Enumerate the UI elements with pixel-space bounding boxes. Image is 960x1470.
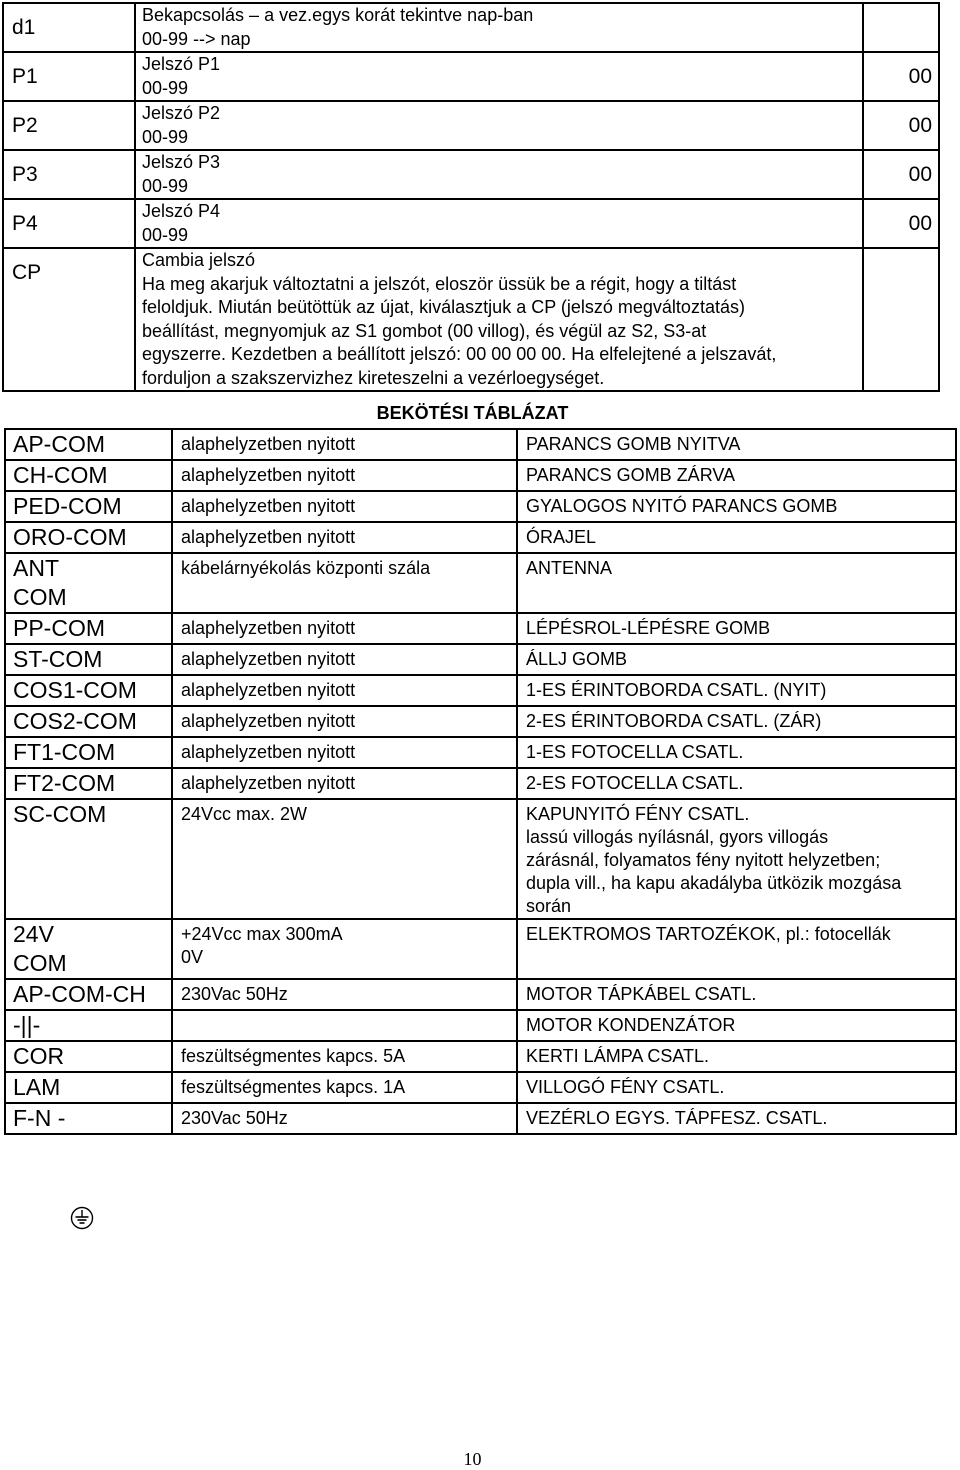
param-row bbox=[3, 248, 939, 391]
function-label: VILLOGÓ FÉNY CSATL. bbox=[526, 1077, 725, 1097]
contact-description-cell bbox=[172, 919, 517, 979]
contact-description-cell bbox=[172, 737, 517, 768]
param-code-cell bbox=[3, 150, 135, 199]
function-label: LÉPÉSROL-LÉPÉSRE GOMB bbox=[526, 618, 771, 638]
function-cell bbox=[517, 460, 956, 491]
param-description-line: 00-99 --> nap bbox=[142, 28, 251, 49]
param-code: P3 bbox=[12, 163, 38, 186]
wiring-row bbox=[5, 1041, 956, 1072]
terminal-label: ANT bbox=[13, 555, 59, 581]
contact-description: alaphelyzetben nyitott bbox=[181, 773, 356, 793]
terminal-cell bbox=[5, 553, 172, 613]
terminal-label: COS2-COM bbox=[13, 708, 137, 734]
function-cell bbox=[517, 644, 956, 675]
terminal-label: FT2-COM bbox=[13, 770, 116, 796]
param-description-cell bbox=[135, 101, 863, 150]
terminal-label: -||- bbox=[13, 1012, 41, 1038]
contact-description-cell bbox=[172, 979, 517, 1010]
param-description-cell bbox=[135, 3, 863, 52]
contact-description: feszültségmentes kapcs. 1A bbox=[181, 1077, 406, 1097]
terminal-label: LAM bbox=[13, 1074, 61, 1100]
param-value-cell bbox=[863, 52, 939, 101]
param-value-cell bbox=[863, 150, 939, 199]
contact-description-cell bbox=[172, 1072, 517, 1103]
param-code-cell bbox=[3, 101, 135, 150]
ground-icon bbox=[70, 1206, 94, 1230]
terminal-cell bbox=[5, 675, 172, 706]
param-description-line: 00-99 bbox=[142, 126, 189, 147]
param-default-value: 00 bbox=[908, 65, 932, 88]
terminal-cell bbox=[5, 1072, 172, 1103]
terminal-cell bbox=[5, 768, 172, 799]
param-code-cell bbox=[3, 248, 135, 391]
contact-description-cell bbox=[172, 644, 517, 675]
param-description-line: egyszerre. Kezdetben a beállított jelszó: 00 00 00 00. Ha elfelejtené a jelszavát, bbox=[142, 344, 777, 364]
param-code: P2 bbox=[12, 114, 38, 137]
terminal-label: FT1-COM bbox=[13, 739, 116, 765]
function-label: lassú villogás nyílásnál, gyors villogás bbox=[526, 827, 829, 847]
function-label: MOTOR TÁPKÁBEL CSATL. bbox=[526, 984, 757, 1004]
contact-description-cell bbox=[172, 429, 517, 460]
terminal-cell bbox=[5, 491, 172, 522]
param-code: d1 bbox=[12, 16, 36, 39]
contact-description-cell bbox=[172, 613, 517, 644]
wiring-row bbox=[5, 613, 956, 644]
contact-description: alaphelyzetben nyitott bbox=[181, 680, 356, 700]
contact-description: kábelárnyékolás központi szála bbox=[181, 558, 431, 578]
terminal-cell bbox=[5, 799, 172, 919]
contact-description: +24Vcc max 300mA bbox=[181, 924, 343, 944]
contact-description-cell bbox=[172, 706, 517, 737]
wiring-row bbox=[5, 919, 956, 979]
function-cell bbox=[517, 706, 956, 737]
param-value-cell bbox=[863, 101, 939, 150]
param-code-cell bbox=[3, 199, 135, 248]
param-code: P1 bbox=[12, 65, 38, 88]
terminal-label: COS1-COM bbox=[13, 677, 137, 703]
wiring-row bbox=[5, 553, 956, 613]
wiring-table-title: BEKÖTÉSI TÁBLÁZAT bbox=[376, 403, 569, 423]
param-default-value bbox=[864, 4, 932, 51]
contact-description-cell bbox=[172, 491, 517, 522]
terminal-cell bbox=[5, 1010, 172, 1041]
terminal-cell bbox=[5, 613, 172, 644]
terminal-cell bbox=[5, 1041, 172, 1072]
function-cell bbox=[517, 613, 956, 644]
terminal-label: PED-COM bbox=[13, 493, 122, 519]
param-row bbox=[3, 3, 939, 52]
contact-description-cell bbox=[172, 553, 517, 613]
param-description-line: Bekapcsolás – a vez.egys korát tekintve nap-ban bbox=[142, 5, 534, 25]
terminal-label: CH-COM bbox=[13, 462, 108, 488]
wiring-row bbox=[5, 644, 956, 675]
terminal-cell bbox=[5, 1103, 172, 1134]
function-cell bbox=[517, 919, 956, 979]
contact-description-cell bbox=[172, 675, 517, 706]
terminal-label: F-N - bbox=[13, 1105, 66, 1131]
function-label: PARANCS GOMB ZÁRVA bbox=[526, 465, 736, 485]
contact-description-cell bbox=[172, 799, 517, 919]
param-value-cell bbox=[863, 248, 939, 391]
wiring-row bbox=[5, 737, 956, 768]
contact-description-cell bbox=[172, 768, 517, 799]
wiring-row bbox=[5, 1072, 956, 1103]
terminal-cell bbox=[5, 979, 172, 1010]
terminal-label: ORO-COM bbox=[13, 524, 127, 550]
param-code-cell bbox=[3, 3, 135, 52]
function-label: ÓRAJEL bbox=[526, 527, 597, 547]
wiring-row bbox=[5, 491, 956, 522]
param-description-cell bbox=[135, 199, 863, 248]
wiring-row bbox=[5, 706, 956, 737]
terminal-label: COM bbox=[13, 584, 67, 610]
param-description-cell bbox=[135, 248, 863, 391]
function-label: 1-ES FOTOCELLA CSATL. bbox=[526, 742, 744, 762]
param-default-value bbox=[864, 249, 932, 296]
contact-description-cell bbox=[172, 522, 517, 553]
function-cell bbox=[517, 553, 956, 613]
terminal-cell bbox=[5, 460, 172, 491]
function-cell bbox=[517, 675, 956, 706]
param-default-value: 00 bbox=[908, 163, 932, 186]
function-cell bbox=[517, 1072, 956, 1103]
function-cell bbox=[517, 1041, 956, 1072]
function-cell bbox=[517, 1103, 956, 1134]
terminal-cell bbox=[5, 706, 172, 737]
function-label: 1-ES ÉRINTOBORDA CSATL. (NYIT) bbox=[526, 680, 827, 700]
function-label: MOTOR KONDENZÁTOR bbox=[526, 1015, 736, 1035]
contact-description: alaphelyzetben nyitott bbox=[181, 742, 356, 762]
contact-description: 24Vcc max. 2W bbox=[181, 804, 308, 824]
terminal-label: COM bbox=[13, 950, 67, 976]
param-description-line: 00-99 bbox=[142, 224, 189, 245]
param-description-line: feloldjuk. Miután beütöttük az újat, kiválasztjuk a CP (jelszó megváltoztatás) bbox=[142, 297, 745, 317]
function-label: 2-ES FOTOCELLA CSATL. bbox=[526, 773, 744, 793]
terminal-label: COR bbox=[13, 1043, 65, 1069]
function-label: ÁLLJ GOMB bbox=[526, 649, 628, 669]
param-description-cell bbox=[135, 52, 863, 101]
function-cell bbox=[517, 737, 956, 768]
param-row bbox=[3, 101, 939, 150]
param-code: P4 bbox=[12, 212, 38, 235]
terminal-label: SC-COM bbox=[13, 801, 107, 827]
param-description-line: 00-99 bbox=[142, 175, 189, 196]
param-row bbox=[3, 150, 939, 199]
contact-description: alaphelyzetben nyitott bbox=[181, 618, 356, 638]
function-label: PARANCS GOMB NYITVA bbox=[526, 434, 741, 454]
wiring-row bbox=[5, 1010, 956, 1041]
terminal-cell bbox=[5, 644, 172, 675]
terminal-cell bbox=[5, 429, 172, 460]
contact-description: 230Vac 50Hz bbox=[181, 984, 288, 1004]
parameter-table bbox=[2, 2, 940, 392]
contact-description-cell bbox=[172, 1010, 517, 1041]
wiring-row bbox=[5, 979, 956, 1010]
wiring-row bbox=[5, 1103, 956, 1134]
wiring-row bbox=[5, 799, 956, 919]
contact-description: alaphelyzetben nyitott bbox=[181, 465, 356, 485]
function-cell bbox=[517, 768, 956, 799]
terminal-label: 24V bbox=[13, 921, 54, 947]
wiring-row bbox=[5, 768, 956, 799]
contact-description: alaphelyzetben nyitott bbox=[181, 711, 356, 731]
contact-description: alaphelyzetben nyitott bbox=[181, 649, 356, 669]
function-label: zárásnál, folyamatos fény nyitott helyzetben; bbox=[526, 850, 881, 870]
terminal-cell bbox=[5, 522, 172, 553]
contact-description-cell bbox=[172, 1041, 517, 1072]
terminal-label: PP-COM bbox=[13, 615, 105, 641]
contact-description: alaphelyzetben nyitott bbox=[181, 434, 356, 454]
page-number: 10 bbox=[463, 1449, 482, 1469]
function-cell bbox=[517, 522, 956, 553]
function-cell bbox=[517, 1010, 956, 1041]
function-cell bbox=[517, 491, 956, 522]
wiring-row bbox=[5, 522, 956, 553]
terminal-label: AP-COM bbox=[13, 431, 105, 457]
param-description-line: Jelszó P3 bbox=[142, 152, 221, 172]
function-label: dupla vill., ha kapu akadályba ütközik mozgása bbox=[526, 873, 902, 893]
param-description-cell bbox=[135, 150, 863, 199]
param-row bbox=[3, 199, 939, 248]
param-default-value: 00 bbox=[908, 212, 932, 235]
contact-description: 0V bbox=[181, 947, 204, 967]
function-label: KERTI LÁMPA CSATL. bbox=[526, 1046, 710, 1066]
contact-description: feszültségmentes kapcs. 5A bbox=[181, 1046, 406, 1066]
param-description-line: forduljon a szakszervizhez kireteszelni a vezérloegységet. bbox=[142, 367, 605, 388]
param-description-line: Jelszó P1 bbox=[142, 54, 221, 74]
param-code-cell bbox=[3, 52, 135, 101]
terminal-cell bbox=[5, 737, 172, 768]
contact-description: 230Vac 50Hz bbox=[181, 1108, 288, 1128]
param-value-cell bbox=[863, 199, 939, 248]
param-value-cell bbox=[863, 3, 939, 52]
function-label: GYALOGOS NYITÓ PARANCS GOMB bbox=[526, 496, 838, 516]
terminal-label: AP-COM-CH bbox=[13, 981, 146, 1007]
contact-description-cell bbox=[172, 1103, 517, 1134]
terminal-cell bbox=[5, 919, 172, 979]
contact-description-cell bbox=[172, 460, 517, 491]
param-description-line: Jelszó P2 bbox=[142, 103, 221, 123]
function-cell bbox=[517, 799, 956, 919]
wiring-row bbox=[5, 460, 956, 491]
param-description-line: Cambia jelszó bbox=[142, 250, 256, 270]
param-description-line: Jelszó P4 bbox=[142, 201, 221, 221]
function-label: 2-ES ÉRINTOBORDA CSATL. (ZÁR) bbox=[526, 711, 822, 731]
contact-description: alaphelyzetben nyitott bbox=[181, 527, 356, 547]
param-default-value: 00 bbox=[908, 114, 932, 137]
function-cell bbox=[517, 979, 956, 1010]
function-label: ELEKTROMOS TARTOZÉKOK, pl.: fotocellák bbox=[526, 924, 891, 944]
param-description-line: 00-99 bbox=[142, 77, 189, 98]
wiring-row bbox=[5, 429, 956, 460]
param-description-line: beállítást, megnyomjuk az S1 gombot (00 villog), és végül az S2, S3-at bbox=[142, 320, 707, 341]
function-label: KAPUNYITÓ FÉNY CSATL. bbox=[526, 804, 750, 824]
param-description-line: Ha meg akarjuk változtatni a jelszót, eloször üssük be a régit, hogy a tiltást bbox=[142, 273, 737, 294]
function-label: VEZÉRLO EGYS. TÁPFESZ. CSATL. bbox=[526, 1108, 828, 1128]
function-cell bbox=[517, 429, 956, 460]
terminal-label: ST-COM bbox=[13, 646, 103, 672]
param-code: CP bbox=[12, 261, 42, 284]
function-label: ANTENNA bbox=[526, 558, 613, 578]
wiring-row bbox=[5, 675, 956, 706]
function-label: során bbox=[526, 896, 572, 916]
param-row bbox=[3, 52, 939, 101]
contact-description: alaphelyzetben nyitott bbox=[181, 496, 356, 516]
wiring-table bbox=[4, 428, 957, 1135]
